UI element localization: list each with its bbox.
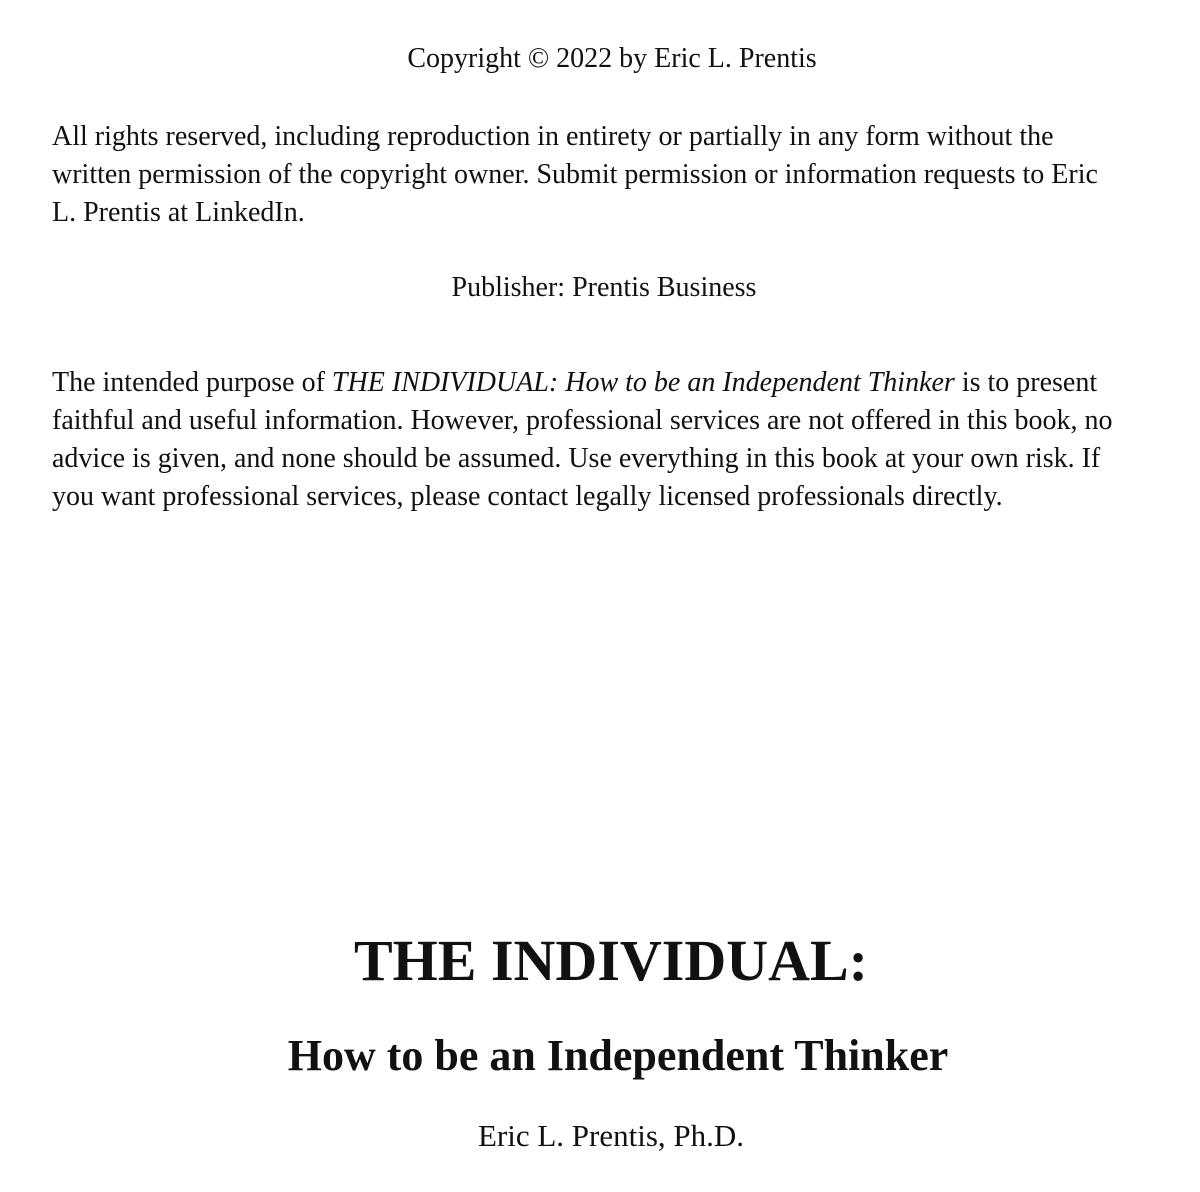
book-title-italic: THE INDIVIDUAL: How to be an Independent Thinker xyxy=(331,367,955,398)
publisher-line: Publisher: Prentis Business xyxy=(451,272,757,303)
disclaimer-paragraph xyxy=(52,364,1162,516)
disclaimer-line: advice is given, and none should be assumed. Use everything in this book at your own risk. If xyxy=(52,443,1101,474)
book-title: THE INDIVIDUAL: xyxy=(353,928,868,993)
rights-paragraph xyxy=(52,118,1162,232)
disclaimer-line xyxy=(52,364,1162,402)
book-subtitle: How to be an Independent Thinker xyxy=(287,1031,949,1080)
disclaimer-text: is to present xyxy=(954,367,1098,398)
rights-line: L. Prentis at LinkedIn. xyxy=(52,197,305,228)
rights-line: written permission of the copyright owner. Submit permission or information requests to Eric xyxy=(52,159,1098,190)
disclaimer-line: you want professional services, please contact legally licensed professionals directly. xyxy=(52,481,1003,512)
disclaimer-line: faithful and useful information. However, professional services are not offered in this book, no xyxy=(52,405,1113,436)
rights-line: All rights reserved, including reproduction in entirety or partially in any form without the xyxy=(52,121,1054,152)
copyright-notice: Copyright © 2022 by Eric L. Prentis xyxy=(407,43,817,74)
disclaimer-text: The intended purpose of xyxy=(52,367,332,398)
author-name: Eric L. Prentis, Ph.D. xyxy=(477,1118,745,1153)
